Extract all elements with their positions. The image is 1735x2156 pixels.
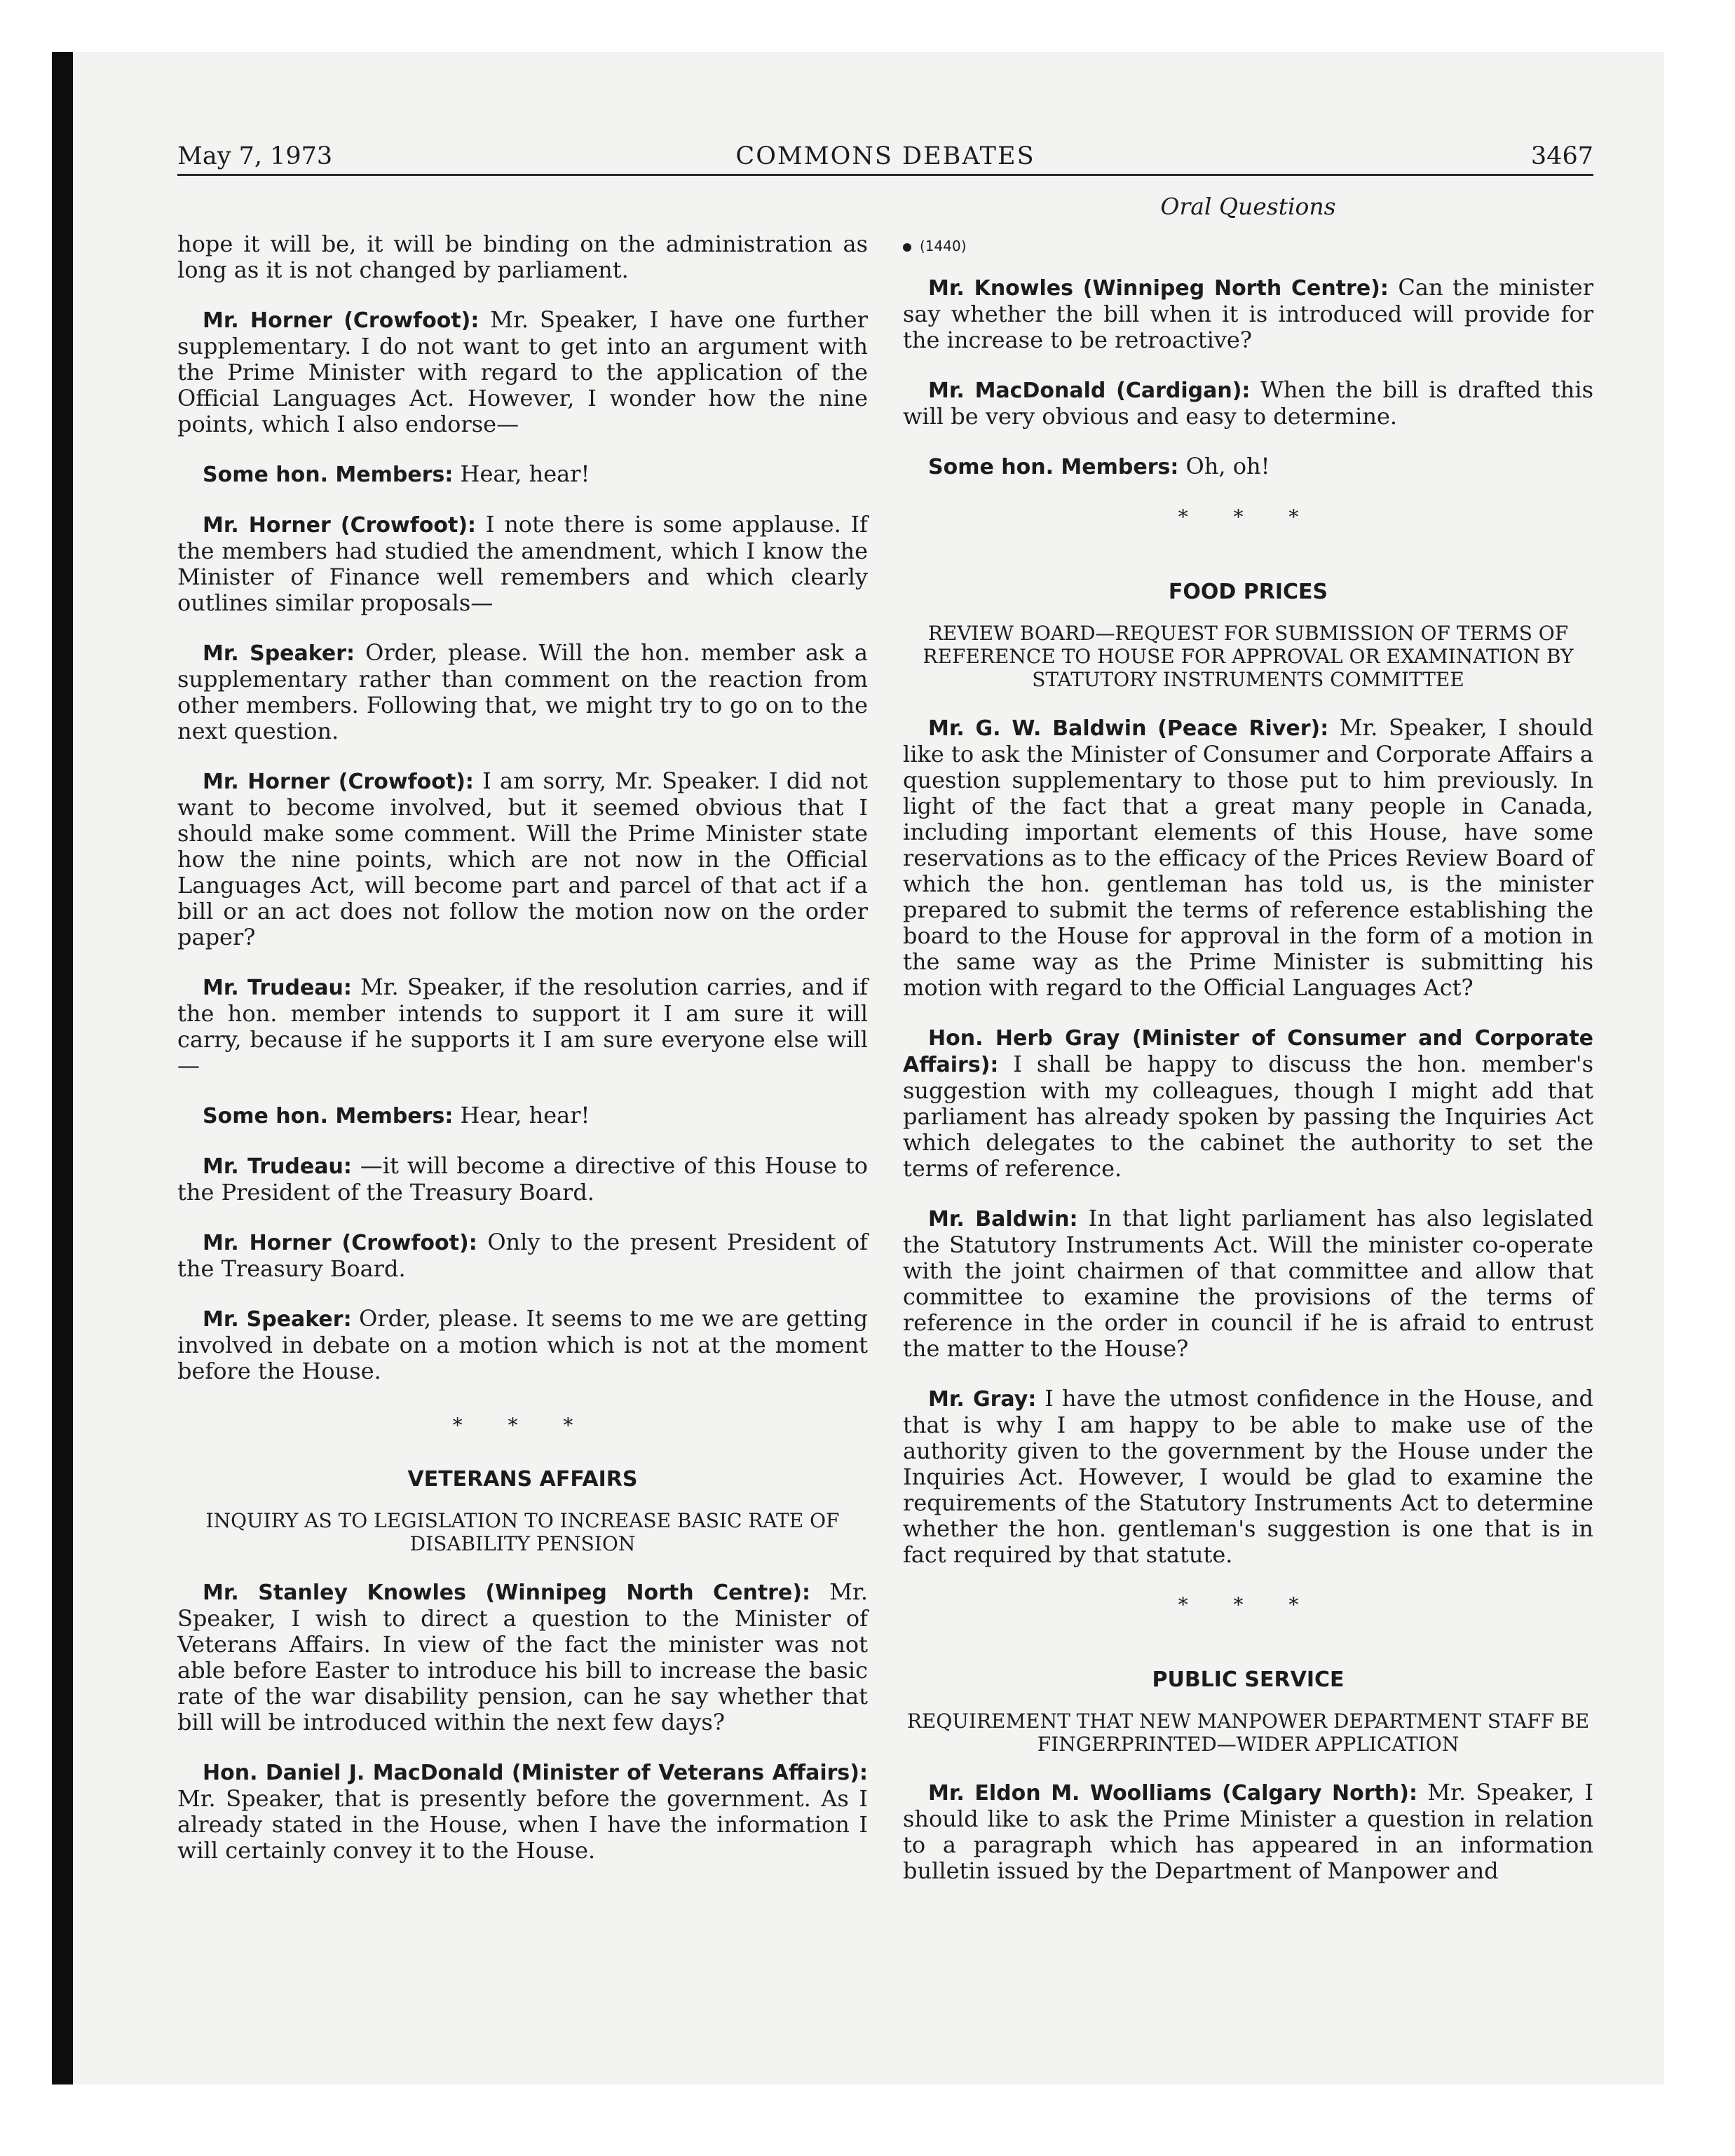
speaker-name: Mr. Horner (Crowfoot): — [203, 1231, 477, 1255]
running-head: Oral Questions — [1160, 193, 1336, 220]
paragraph — [177, 307, 868, 437]
paragraph — [903, 715, 1593, 1001]
paragraph — [903, 275, 1593, 353]
speech-text: Order, please. It seems to me we are getting involved in debate on a motion which is not at the moment before the House. — [177, 1305, 869, 1384]
scan-binding-edge — [52, 52, 73, 2085]
timestamp-text: (1440) — [920, 238, 967, 254]
speech-text: Mr. Speaker, I have one further supplementary. I do not want to get into an argument with the Prime Minister with regard to the application of the Official Languages Act. However, I wonder how the nine points, which I also endorse— — [177, 306, 869, 437]
speaker-name: Mr. Speaker: — [203, 1307, 352, 1332]
paragraph — [177, 461, 868, 488]
speech-text: In that light parliament has also legislated the Statutory Instruments Act. Will the minister co-operate with the joint chairmen of that committee and allow that committee to examine the provisions of the terms of reference in the order in council if he is afraid to entrust the matter to the House? — [903, 1205, 1594, 1362]
section-title: FOOD PRICES — [1168, 580, 1328, 604]
paragraph — [903, 453, 1593, 480]
paragraph: hope it will be, it will be binding on the administration as long as it is not changed by parliament. — [177, 231, 868, 283]
paragraph — [903, 377, 1593, 430]
speech-text: Mr. Speaker, I wish to direct a question to the Minister of Veterans Affairs. In view of the fact the minister was not able before Easter to introduce his bill to increase the basic rate of the war disability pension, can he say whether that bill will be introduced within the next few days? — [177, 1578, 868, 1735]
header-title: COMMONS DEBATES — [735, 142, 1035, 170]
speech-text: When the bill is drafted this will be very obvious and easy to determine. — [903, 376, 1594, 430]
speaker-name: Mr. Trudeau: — [203, 976, 352, 1000]
speech-text: I have the utmost confidence in the House, and that is why I am happy to be able to make use of the authority given to the government by the House under the Inquiries Act. However, I would be glad to examine the requirements of the Statutory Instruments Act to determine whether the hon. gentleman's suggestion is one that is in fact required by that statute. — [903, 1385, 1593, 1568]
paragraph — [177, 640, 868, 744]
speaker-name: Hon. Daniel J. MacDonald (Minister of Veterans Affairs): — [203, 1761, 868, 1785]
speech-text: Mr. Speaker, I should like to ask the Minister of Consumer and Corporate Affairs a question supplementary to those put to him previously. In light of the fact that a great many people in Canada, including important elements of this House, have some reservations as to the efficacy of the Prices Review Board of which the hon. gentleman has told us, is the minister prepared to submit the terms of reference establishing the board to the House for approval in the form of a motion in the same way as the Prime Minister is submitting his motion with regard to the Official Languages Act? — [903, 714, 1594, 1001]
speech-text: Hear, hear! — [453, 460, 590, 487]
paragraph — [177, 1103, 868, 1129]
paragraph — [177, 1579, 868, 1735]
paragraph — [177, 1306, 868, 1384]
header-page-number: 3467 — [1530, 142, 1593, 170]
speaker-name: Mr. G. W. Baldwin (Peace River): — [928, 716, 1329, 741]
speaker-name: Some hon. Members: — [203, 1104, 454, 1128]
speaker-name: Mr. Gray: — [928, 1387, 1037, 1412]
speech-text: Hear, hear! — [453, 1102, 590, 1128]
speech-text: Oh, oh! — [1178, 453, 1270, 479]
right-column — [903, 193, 1593, 1908]
timestamp — [903, 233, 1593, 259]
paragraph — [177, 1229, 868, 1282]
speaker-name: Mr. Stanley Knowles (Winnipeg North Centre): — [203, 1581, 811, 1605]
bullet-icon — [903, 243, 911, 252]
speaker-name: Mr. Baldwin: — [928, 1207, 1078, 1231]
speaker-name: Mr. Horner (Crowfoot): — [203, 770, 474, 794]
speaker-name: Some hon. Members: — [203, 463, 454, 487]
paragraph — [177, 974, 868, 1079]
speaker-name: Some hon. Members: — [928, 455, 1179, 479]
speaker-name: Mr. Knowles (Winnipeg North Centre): — [928, 276, 1389, 301]
paragraph — [903, 1206, 1593, 1362]
speech-text: Order, please. Will the hon. member ask a supplementary rather than comment on the reaction from other members. Following that, we might try to go on to the next question. — [177, 639, 868, 744]
speech-text: Mr. Speaker, that is presently before the government. As I already stated in the House, when I have the information I will certainly convey it to the House. — [177, 1785, 868, 1864]
left-column — [177, 231, 868, 1888]
speech-text: Mr. Speaker, if the resolution carries, and if the hon. member intends to support it I am sure it will carry, because if he supports it I am sure everyone else will— — [177, 974, 869, 1079]
section-subtitle: REQUIREMENT THAT NEW MANPOWER DEPARTMENT STAFF BE FINGERPRINTED—WIDER APPLICATION — [906, 1710, 1590, 1756]
speaker-name: Mr. MacDonald (Cardigan): — [928, 378, 1251, 403]
paragraph — [903, 1780, 1593, 1884]
section-divider: * * * — [1178, 1593, 1319, 1616]
paragraph — [177, 512, 868, 616]
speaker-name: Mr. Trudeau: — [203, 1154, 352, 1179]
header-date: May 7, 1973 — [177, 142, 333, 170]
section-title: PUBLIC SERVICE — [1152, 1667, 1345, 1692]
speaker-name: Mr. Speaker: — [203, 641, 355, 666]
speaker-name: Mr. Eldon M. Woolliams (Calgary North): — [928, 1781, 1417, 1806]
speech-text: Can the minister say whether the bill when it is introduced will provide for the increase to be retroactive? — [903, 274, 1593, 353]
section-subtitle: INQUIRY AS TO LEGISLATION TO INCREASE BASIC RATE OF DISABILITY PENSION — [205, 1509, 840, 1555]
speech-text: I shall be happy to discuss the hon. member's suggestion with my colleagues, though I might add that parliament has already spoken by passing the Inquiries Act which delegates to the cabinet the authority to set the terms of reference. — [903, 1051, 1593, 1182]
speaker-name: Mr. Horner (Crowfoot): — [203, 513, 477, 538]
speaker-name: Hon. Herb Gray (Minister of Consumer and Corporate Affairs): — [903, 1026, 1593, 1077]
section-title: VETERANS AFFAIRS — [407, 1467, 638, 1492]
paragraph — [177, 768, 868, 950]
speech-text: I am sorry, Mr. Speaker. I did not want to become involved, but it seemed obvious that I should make some comment. Will the Prime Minister state how the nine points, which are not now in the Official Languages Act, will become part and parcel of that act if a bill or an act does not follow the motion now on the order paper? — [177, 767, 869, 950]
paragraph — [177, 1153, 868, 1206]
paragraph — [903, 1386, 1593, 1568]
paragraph — [903, 1025, 1593, 1182]
section-divider: * * * — [1178, 505, 1319, 528]
speaker-name: Mr. Horner (Crowfoot): — [203, 308, 479, 333]
speech-text: —it will become a directive of this House to the President of the Treasury Board. — [177, 1152, 869, 1206]
speech-text: Only to the present President of the Treasury Board. — [177, 1229, 869, 1282]
speech-text: Mr. Speaker, I should like to ask the Prime Minister a question in relation to a paragraph which has appeared in an information bulletin issued by the Department of Manpower and — [903, 1779, 1594, 1884]
speech-text: I note there is some applause. If the members had studied the amendment, which I know the Minister of Finance well remembers and which clearly outlines similar proposals— — [177, 511, 869, 616]
page-header — [177, 139, 1593, 176]
paragraph — [177, 1759, 868, 1864]
section-subtitle: REVIEW BOARD—REQUEST FOR SUBMISSION OF TERMS OF REFERENCE TO HOUSE FOR APPROVAL OR EXAMINATION BY STATUTORY INSTRUMENTS COMMITTEE — [923, 622, 1574, 691]
section-divider: * * * — [452, 1414, 593, 1437]
